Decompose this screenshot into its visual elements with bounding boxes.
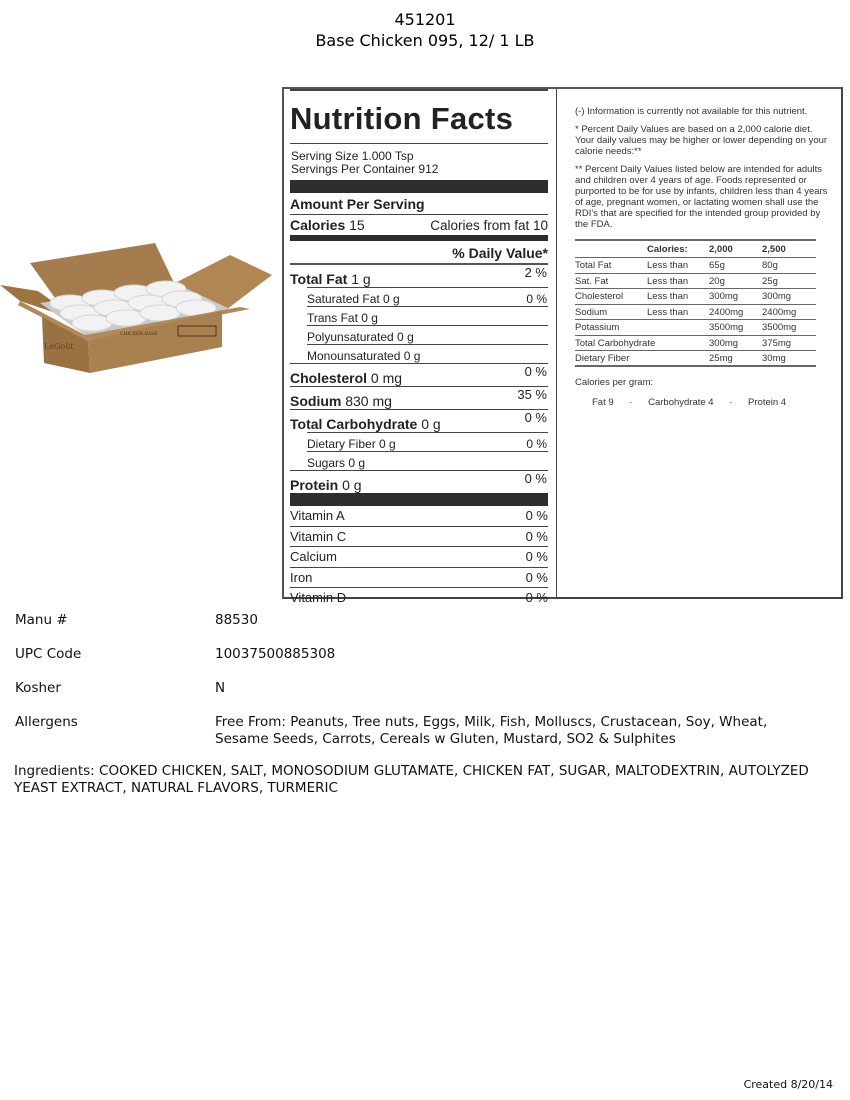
daily-values-table [575,239,816,367]
table-cell: 80g [762,258,816,274]
table-cell: Less than [647,289,709,305]
nutrient-label: Protein [290,477,339,493]
nutrient-pct: 0 % [524,471,547,486]
table-cell: 3500mg [762,320,816,336]
cpg-separator: · [629,397,633,408]
daily-value-header [290,241,548,263]
vitamin-label: Iron [290,569,313,585]
daily-value-label: % Daily Value* [452,245,548,261]
vitamin-label: Vitamin D [290,590,347,606]
calories-per-gram-values [575,397,829,408]
table-cell: 25mg [709,351,762,367]
upc-label: UPC Code [15,646,82,662]
nutrient-row-saturated-fat [290,288,548,306]
created-date: Created 8/20/14 [743,1078,833,1091]
table-cell: 2400mg [709,304,762,320]
nutrient-pct: 0 % [526,292,547,306]
serving-info [290,144,548,180]
calories-row [290,215,548,235]
calories-value: 15 [349,217,365,233]
item-number: 451201 [394,10,456,29]
nutrient-label: Monounsaturated 0 g [307,349,421,363]
table-row [575,335,816,351]
product-info [15,612,835,748]
info-row-kosher [15,680,835,714]
table-cell: Potassium [575,320,709,336]
cpg-separator: · [729,397,733,408]
nutrient-label: Polyunsaturated 0 g [307,330,414,344]
nutrient-pct: 35 % [517,387,547,402]
nutrient-row-total-carbohydrate [290,410,548,432]
table-cell: 30mg [762,351,816,367]
nutrient-row-sugars [290,452,548,470]
nutrient-label: Total Carbohydrate [290,416,418,432]
info-row-manu [15,612,835,646]
nutrient-pct: 0 % [526,437,547,451]
calories-from-fat: Calories from fat 10 [430,218,548,233]
footnotes-panel [558,89,841,597]
table-cell: Sodium [575,304,647,320]
not-available-note: (-) Information is currently not available for this nutrient. [575,106,808,117]
info-row-allergens [15,714,835,748]
table-cell: 300mg [762,289,816,305]
table-row [575,273,816,289]
table-cell: 20g [709,273,762,289]
table-cell: 3500mg [709,320,762,336]
nutrient-label: Saturated Fat 0 g [307,292,400,306]
vitamin-label: Calcium [290,549,337,565]
table-cell: Sat. Fat [575,273,647,289]
table-header-cell: Calories: [647,240,709,258]
table-header-cell [575,240,647,258]
nutrient-pct: 0 % [524,364,547,379]
table-row [575,320,816,336]
allergens-label: Allergens [15,714,78,730]
nutrient-label: Dietary Fiber 0 g [307,437,396,451]
nutrient-amount: 0 g [342,477,362,493]
table-cell: Less than [647,273,709,289]
manu-value: 88530 [215,612,258,628]
nutrient-label: Total Fat [290,271,348,287]
vitamin-row-calcium [290,547,548,567]
allergens-value: Free From: Peanuts, Tree nuts, Eggs, Milk, Fish, Molluscs, Crustacean, Soy, Wheat, Sesame Seeds, Carrots, Cereals w Gluten, Mustard, SO2 & Sulphites [215,714,768,747]
vitamin-row-a [290,506,548,526]
table-cell: 300mg [709,335,762,351]
nutrient-pct: 0 % [524,410,547,425]
vitamin-pct: 0 % [525,528,548,544]
vitamin-pct: 0 % [525,549,548,565]
nutrient-amount: 0 g [421,416,441,432]
vitamin-label: Vitamin A [290,508,345,524]
nutrient-label: Trans Fat 0 g [307,311,378,325]
rdi-note: ** Percent Daily Values listed below are intended for adults and children over 4 years of age. Foods represented or purported to be for use by infants, children less than 4 years of age, pregnant women, or lactating women shall use the RDI's that are specified for the intended group provided by the FDA. [575,164,828,230]
nutrition-label [282,87,843,606]
table-header-row [575,240,816,258]
page-header [0,9,850,51]
nutrient-row-monounsaturated [290,345,548,363]
serving-size: Serving Size 1.000 Tsp [291,149,414,163]
upc-value: 10037500885308 [215,646,336,662]
table-cell: Total Fat [575,258,647,274]
calories-label: Calories [290,217,346,233]
vitamin-row-d [290,588,548,608]
kosher-label: Kosher [15,680,61,696]
table-cell: 25g [762,273,816,289]
kosher-value: N [215,680,226,696]
nutrient-row-trans-fat [290,307,548,325]
cpg-protein: Protein 4 [748,397,787,408]
nutrient-amount: 830 mg [345,393,392,409]
nutrient-label: Sugars 0 g [307,456,366,470]
cpg-fat: Fat 9 [592,397,614,408]
product-name: Base Chicken 095, 12/ 1 LB [315,31,535,50]
nutrient-row-polyunsaturated [290,326,548,344]
amount-per-serving: Amount Per Serving [290,196,425,212]
table-cell: 375mg [762,335,816,351]
vitamin-row-c [290,527,548,547]
nutrient-row-cholesterol [290,364,548,386]
nutrient-row-protein [290,471,548,493]
table-header-cell: 2,500 [762,240,816,258]
manu-label: Manu # [15,612,68,628]
nutrient-amount: 0 mg [370,370,403,386]
divider-bar [290,180,548,193]
table-cell: 2400mg [762,304,816,320]
nutrient-row-sodium [290,387,548,409]
box-brand: LeGoût [44,342,74,351]
nutrition-facts-title: Nutrition Facts [290,89,548,139]
divider-bar [290,493,548,506]
table-cell: 300mg [709,289,762,305]
table-row [575,304,816,320]
box-label: CHICKEN BASE [120,332,158,337]
table-cell: Less than [647,304,709,320]
cpg-carbohydrate: Carbohydrate 4 [648,397,714,408]
nutrient-amount: 1 g [351,271,371,287]
servings-per-container: Servings Per Container 912 [291,162,439,176]
table-cell: Dietary Fiber [575,351,709,367]
table-header-cell: 2,000 [709,240,762,258]
nutrient-label: Sodium [290,393,342,409]
ingredients: Ingredients: COOKED CHICKEN, SALT, MONOSODIUM GLUTAMATE, CHICKEN FAT, SUGAR, MALTODEXTRIN, AUTOLYZED YEAST EXTRACT, NATURAL FLAVORS, TURMERIC [14,763,809,796]
nutrient-pct: 2 % [524,265,547,280]
nutrient-label: Cholesterol [290,370,368,386]
table-cell: Less than [647,258,709,274]
nutrition-facts-panel [284,89,557,606]
nutrient-row-dietary-fiber [290,433,548,451]
vitamin-pct: 0 % [525,569,548,585]
info-row-upc [15,646,835,680]
table-row [575,258,816,274]
table-row [575,351,816,367]
vitamin-row-iron [290,568,548,588]
table-row [575,289,816,305]
vitamin-label: Vitamin C [290,528,347,544]
product-image [0,243,272,375]
vitamin-pct: 0 % [525,590,548,606]
nutrient-row-total-fat [290,265,548,287]
calories-per-gram-label: Calories per gram: [575,377,654,388]
vitamin-pct: 0 % [525,508,548,524]
percent-dv-note: * Percent Daily Values are based on a 2,000 calorie diet. Your daily values may be higher or lower depending on your calorie needs:** [575,124,828,157]
table-cell: 65g [709,258,762,274]
table-cell: Total Carbohydrate [575,335,709,351]
table-cell: Cholesterol [575,289,647,305]
